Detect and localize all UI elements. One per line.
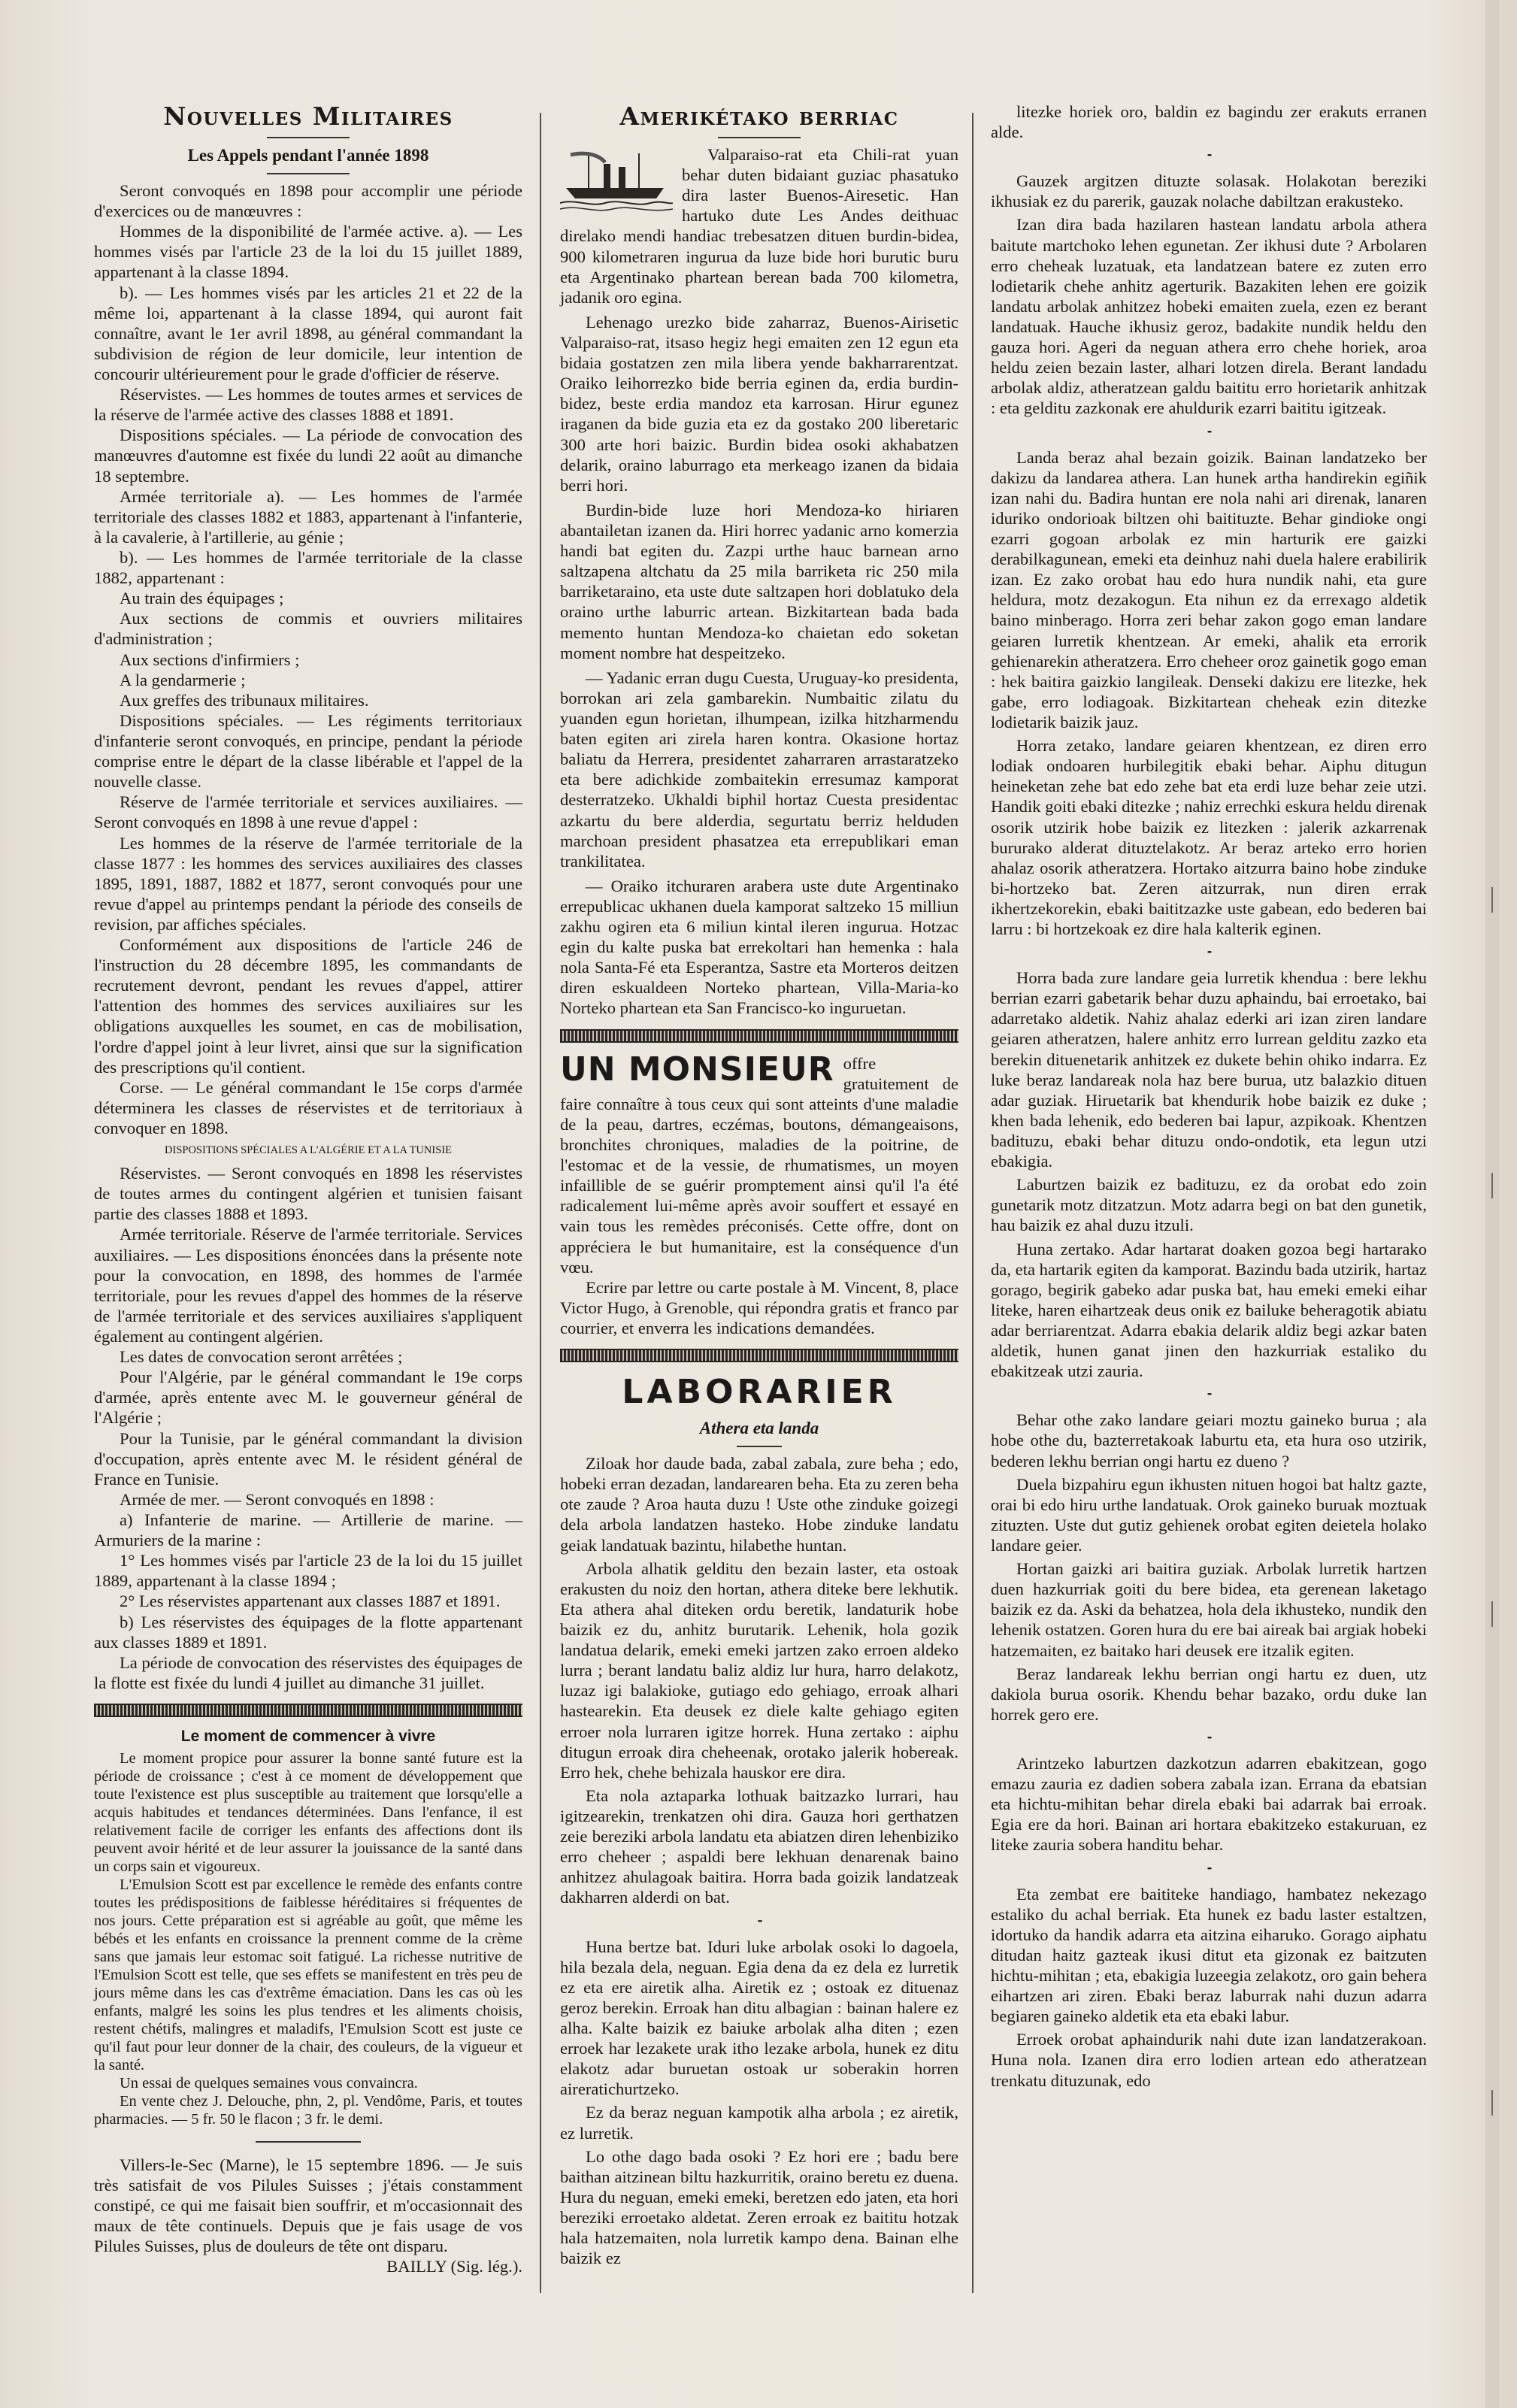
paragraph: Corse. — Le général commandant le 15e corps d'armée déterminera les classes de réservistes et de territoriaux à convoquer en 1898. xyxy=(94,1077,522,1138)
paragraph: Un essai de quelques semaines vous convaincra. xyxy=(120,2074,418,2091)
section-title: Nouvelles Militaires xyxy=(163,101,453,131)
paragraph: Arbola alhatik gelditu den bezain laster, eta ostoak erakusten du noiz den hortan, athera diteke bere lekhutik. Eta athera ahal diteken ordu beretik, landaturik hobe baizik ez du, anhitz burutarik. Lehenik, hola gozik landatua delarik, emeki emeki jartzen zako erroen aldeko lurra ; berant landatu baliz aldiz lur hura, harro delakotz, luzaz igi balakioke, gutiago edo gehiago, erroak alhari hastearekin. Eta deusek ez diele kalte gehiago egiten erroer nola lurraren igitze horrek. Huna zertako : aiphu ditugun erroak dira cheheenak, orotako jalerik hobereak. Erro hek, chehe behizala hauskor ere dira. xyxy=(560,1558,958,1782)
paragraph: Dispositions spéciales. — La période de convocation des manœuvres d'automne est fixée du lundi 22 août au dimanche 18 septembre. xyxy=(94,426,522,486)
title-rule xyxy=(267,137,350,138)
separator-band xyxy=(94,1704,522,1717)
paragraph: 1° Les hommes visés par l'article 23 de la loi du 15 juillet 1889, appartenant à la classe 1894 ; xyxy=(94,1551,522,1591)
paragraph: Dispositions spéciales. — Les régiments territoriaux d'infanterie seront convoqués, en principe, pendant la période comprise entre le départ de la classe libérable et l'appel de la nouvelle classe. xyxy=(94,710,522,792)
section-title-laborarier: LABORARIER xyxy=(622,1373,897,1412)
paragraph: litezke horiek oro, baldin ez bagindu zer erakuts erranen alde. xyxy=(991,102,1427,142)
article-body xyxy=(560,144,958,1019)
paragraph: L'Emulsion Scott est par excellence le remède des enfants contre toutes les prédispositions de faiblesse héréditaires si fréquentes de nos jours. Cette préparation est si agréable au goût, que même les bébés et les enfants en croissance la prennent comme de la crème sans que jamais leur estomac soit fatigué. La richesse nutritive de l'Emulsion Scott est telle, que ses effets se manifestent en très peu de jours même dans les cas d'extrême émaciation. Dans les cas où les enfants, malgré les soins les plus tendres et les aliments choisis, restent chétifs, malingres et maladifs, l'Emulsion Scott est juste ce qu'il faut pour leur donner de la chair, des couleurs, de la vigueur et la santé. xyxy=(94,1876,522,2073)
paragraph: Valparaiso-rat eta Chili-rat yuan behar duten bidaiant guziac phasatuko dira laster Buenos-Airesetic. Han hartuko dute Les Andes deithuac direlako mendi handiac trebesatzen dituen burdin-bidea, 900 kilometraren ingurua da luze bide hori burutic buru eta Argentinako phartean berean bada 700 kilometra, jadanik oro egina. xyxy=(560,145,958,307)
paragraph: Pour l'Algérie, par le général commandant le 19e corps d'armée, après entente avec M. le gouverneur général de l'Algérie ; xyxy=(94,1368,522,1428)
paragraph: Aux greffes des tribunaux militaires. xyxy=(120,690,369,710)
paragraph: Behar othe zako landare geiari moztu gaineko burua ; ala hobe othe du, bazterretakoak laburtu eta, eta hura oso utzirik, bederen lekhu berrian ongi hartu ez dueno ? xyxy=(991,1410,1427,1471)
paragraph: Burdin-bide luze hori Mendoza-ko hiriaren abantailetan izanen da. Hiri horrec yadanic arno komerzia handi bat egiten du. Zazpi urthe hauc barnean arno saltzapena altchatu da 25 mila barriketa ric 250 mila barriketaraino, eta uste dute saltzapen hori doblatuko dela oraino urthe laburric artean. Bizkitartean bada bada memento huntan Mendoza-ko chaietan edo soketan moment nombre hat despeitzeko. xyxy=(560,500,958,662)
paragraph: Réservistes. — Seront convoqués en 1898 les réservistes de toutes armes du contingent algérien et tunisien faisant partie des classes 1888 et 1893. xyxy=(94,1164,522,1224)
paragraph: La période de convocation des réservistes des équipages de la flotte est fixée du lundi 4 juillet au dimanche 31 juillet. xyxy=(94,1652,522,1692)
subtitle-rule xyxy=(267,173,350,174)
paragraph: Aux sections d'infirmiers ; xyxy=(120,650,300,669)
paragraph: Armée territoriale a). — Les hommes de l'armée territoriale des classes 1882 et 1883, appartenant à l'infanterie, à la cavalerie, à l'artillerie, au génie ; xyxy=(94,486,522,547)
separator-band xyxy=(560,1349,958,1362)
paragraph: Ez da beraz neguan kampotik alha arbola ; ez airetik, ez lurretik. xyxy=(560,2103,958,2143)
paragraph: Landa beraz ahal bezain goizik. Bainan landatzeko ber dakizu da landarea athera. Lan hunek artha handirekin egiñik izan nahi du. Badira huntan ere nola nahi ari direnak, lanaren iduriko ondorioak biltzen ohi baitituzte. Behar gindioke ongi ezarri gogoan arbolak ez min harturik ere gaizki derabilkagunean, emeki eta deinhuz nahi duela halere erabilirik izan. Ez zako orobat hau edo hura nundik nahi, eta gure heldura, motz dezakogun. Eta nihun ez da errexago aldetik baino minberago. Horra zeri behar zakon gogo eman landare geiaren lurretik khentzean. Ar emeki, ahalik eta errorik gehienarekin atheratzera. Erro cheheer oroz gainetik gogo eman : hek baitira gaizkio langileak. Denseki dakizu ere litezke, hek gabe, erro lodiagoak. Bizkitartean cheheak ezin ditezke lodietarik baizik jauz. xyxy=(991,447,1427,731)
section-stars: ••• xyxy=(1207,428,1211,437)
separator-band xyxy=(560,1029,958,1043)
paragraph: Arintzeko laburtzen dazkotzun adarren ebakitzean, gogo emazu zauria ez dadien sobera zabala izan. Errana da ebatsian eta hichtu-mihitan behar direla ebaki bai adarrak bai erroak. Egia ere da hori. Bainan ari hortara ebakitzeko estakuruan, ez liteke zauria sobera handitu behar. xyxy=(991,1753,1427,1855)
paragraph: Beraz landareak lekhu berrian ongi hartu ez duen, utz dakiola burua osorik. Khendu behar bazako, ordu duke lan horrek gero ere. xyxy=(991,1664,1427,1724)
paragraph: Eta nola aztaparka lothuak baitzazko lurrari, hau igitzearekin, trenkatzen ohi dira. Gauza hori gerthatzen zeie bereziki arbola landatu eta abiatzen diren lehenbiziko erro cheheer ; aspaldi bere lekhuan denarenak baino anhitzez ahulagoak baitira. Horra bada goizik landatzeak dakharren alderdi on bat. xyxy=(560,1786,958,1907)
ad-text: offre gratuitement de faire connaître à tous ceux qui sont atteints d'une maladie de la peau, dartres, eczémas, boutons, démangeaisons, bronchites chroniques, maladies de la poitrine, de l'estomac et de la vessie, de rhumatismes, un moyen infaillible de se guérir promptement ainsi qu'il l'a été radicalement lui-même après avoir souffert et essayé en vain tous les remèdes préconisés. Cette offre, dont on appréciera le but humanitaire, est la conséquence d'un vœu. xyxy=(560,1053,958,1277)
paragraph: A la gendarmerie ; xyxy=(120,670,246,689)
paragraph: Les dates de convocation seront arrêtées ; xyxy=(120,1347,403,1367)
subtitle-rule xyxy=(737,1446,782,1447)
paragraph: Ziloak hor daude bada, zabal zabala, zure beha ; edo, hobeki erran dezadan, landarearen beha. Eta zu zeren beha ote zaude ? Aroa hauta duzu ! Uste othe zinduke goizegi dela arbola landatzen hasteko. Hobe zinduke landatu geiak landatuak bazintu, hilabethe huntan. xyxy=(560,1454,958,1555)
article-body-continued xyxy=(94,1163,522,1693)
paragraph: Horra bada zure landare geia lurretik khendua : bere lekhu berrian ezarri gabetarik behar duzu aphaindu, bai erroetako, bai adarretako aldetik. Nahiz ahalaz ederki ari izan ziren landare geiaren atheratzen, halere anhitz erro lurrean gelditu zazko eta berekin dituenetarik anhitzek ez dukete behin ohiko indarra. Ez luke beraz landareak nola haz bere burua, utz balazkio dituen adar guziak. Hiruetarik bat khendurik hobe baizik ez duke ; khen bada lehenik, edo bederen bai lapur, azpikoak. Khentzen badituzu, ebaki behar dituzu ondo-ondotik, eta legun utzi ebakigia. xyxy=(991,968,1427,1171)
paragraph: 2° Les réservistes appartenant aux classes 1887 et 1891. xyxy=(120,1592,501,1611)
section-stars: ••• xyxy=(1207,949,1211,958)
paragraph: Duela bizpahiru egun ikhusten nituen hogoi bat haltz gazte, orai bi edo hiru urthe landatuak. Orok gaineko buruak moztuak zituzten. Uste dut gutiz gehienek orobat egiten deietela holako landare geier. xyxy=(991,1474,1427,1555)
binding-strip xyxy=(1485,0,1499,2408)
column-americas-news xyxy=(560,101,958,2271)
paragraph: Lehenago urezko bide zaharraz, Buenos-Airisetic Valparaiso-rat, itsaso hegiz hegi emaiten zen 12 egun eta bidaia gostatzen zen mila libera yende bakharrarentzat. Oraiko leihorrezko bide berria eginen da, erdia burdin-bidez, beste erdia mandoz eta karrosan. Hirur egunez iraganen da bide guzia eta ez da gostako 200 liberetaric 300 arte hori baizic. Burdin bidea osoki akhabatzen delarik, oraino laburrago eta merkeago izanen da bidaia berri hori. xyxy=(560,312,958,495)
paragraph: Erroek orobat aphaindurik nahi dute izan landatzerakoan. Huna nola. Izanen dira erro lodien artean edo atheratzean trenkatu dituzunak, edo xyxy=(991,2030,1427,2090)
paragraph: Eta zembat ere baititeke handiago, hambatez nekezago estaliko du achal berriak. Eta hunek ez badu laster estaltzen, idortuko da handik adarra eta aitzina eiharuko. Gorago aiphatu ditudan haitz gazteak ikusi ditut eta gizonak ez baitzuten hichtu-mihitan ; eta, ebakigia luzeegia zelakotz, oro gain behera eihartzen ari ziren. Ebaki beraz laburrak nahi duzun adarra begiaren gaineko aldetik eta eta ebaki labur. xyxy=(991,1884,1427,2026)
ad-headline: UN MONSIEUR xyxy=(560,1050,834,1089)
subsection-heading: DISPOSITIONS SPÉCIALES A L'ALGÉRIE ET A LA TUNISIE xyxy=(165,1144,452,1157)
paragraph: Réserve de l'armée territoriale et services auxiliaires. — Seront convoqués en 1898 à une revue d'appel : xyxy=(94,792,522,832)
paragraph: Gauzek argitzen dituzte solasak. Holakotan bereziki ikhusiak ez du parerik, gauzak nolache dabiltzan erakusteko. xyxy=(991,171,1427,211)
column-divider xyxy=(540,113,541,2293)
paragraph: b) Les réservistes des équipages de la flotte appartenant aux classes 1889 et 1891. xyxy=(94,1612,522,1652)
paragraph: Hommes de la disponibilité de l'armée active. a). — Les hommes visés par l'article 23 de la loi du 15 juillet 1889, appartenant à la classe 1894. xyxy=(94,222,522,282)
paragraph: Réservistes. — Les hommes de toutes armes et services de la réserve de l'armée active des classes 1888 et 1891. xyxy=(94,385,522,425)
article-body xyxy=(94,180,522,1138)
column-military-news xyxy=(94,101,522,2276)
ad-body xyxy=(94,1750,522,2129)
laborarier-body xyxy=(560,1453,958,2268)
paragraph: a) Infanterie de marine. — Artillerie de marine. — Armuriers de la marine : xyxy=(94,1510,522,1550)
paragraph: Horra zetako, landare geiaren khentzean, ez diren erro lodiak ondoaren hurbilegitik ebaki behar. Aiphu ditugun heineketan zehe bat edo zehe bat eta erdi luze behar zeie utzi. Handik goiti ebaki ditezke ; nahiz errechki eskura heldu direnak osorik utzirik hobe baizik ez litezken : jalerik azkarrenak bururako alderat dituztelakotz. Ar beraz arteko erro horien ahalaz osorik atheratzera. Hortako aitzurra baino hobe zinduke bi-hortzeko bat. Zeren aitzurrak, nun diren errak ikhertzekorekin, ebaki baititzazke uste gabean, edo bederen bai larru : bi hortzekoak ez dire hala kalterik eginen. xyxy=(991,736,1427,939)
column-divider xyxy=(972,113,973,2293)
paragraph: Au train des équipages ; xyxy=(120,589,284,608)
paragraph: Armée territoriale. Réserve de l'armée territoriale. Services auxiliaires. — Les dispositions énoncées dans la présente note pour la convocation, en 1898, des hommes de l'armée territoriale, pour les revues d'appel des hommes de la réserve de l'armée territoriale et des services auxiliaires s'appliquent également au contingent algérien. xyxy=(94,1225,522,1346)
steamship-illustration xyxy=(560,144,673,214)
paragraph: b). — Les hommes de l'armée territoriale de la classe 1882, appartenant : xyxy=(94,547,522,588)
testimonial-letter: Villers-le-Sec (Marne), le 15 septembre 1896. — Je suis très satisfait de vos Pilules Suisses ; j'étais constamment constipé, ce qui me faisait bien souffrir, et m'occasionnait des maux de tête continuels. Depuis que je fais usage de vos Pilules Suisses, plus de douleurs de tête ont disparu. xyxy=(94,2155,522,2256)
section-stars: ••• xyxy=(1207,1864,1211,1873)
paragraph: Conformément aux dispositions de l'article 246 de l'instruction du 28 décembre 1895, les commandants de recrutement devront, pendant les revues d'appel, attirer l'attention des hommes des services auxiliaires sur les obligations auxquelles les soumet, en cas de mobilisation, l'ordre d'appel joint à leur livret, ainsi que sur la signification des prescriptions qu'il contient. xyxy=(94,935,522,1077)
section-stars: ••• xyxy=(757,1917,762,1926)
article-subtitle: Les Appels pendant l'année 1898 xyxy=(187,146,429,165)
paragraph: Pour la Tunisie, par le général commandant la division d'occupation, après entente avec M. le résident général de France en Tunisie. xyxy=(94,1428,522,1489)
paragraph: Les hommes de la réserve de l'armée territoriale de la classe 1877 : les hommes des services auxiliaires des classes 1895, 1891, 1887, 1882 et 1877, seront convoqués pour une revue d'appel au printemps pendant la période des conseils de revision, par affiches spéciales. xyxy=(94,833,522,934)
ad-rule xyxy=(256,2141,361,2143)
paragraph: Huna bertze bat. Iduri luke arbolak osoki lo dagoela, hila bezala dela, neguan. Egia dena da ez dela ez lurretik ez eta ere airetik alha. Airetik ez ; ostoak ez dituenaz geroz berekin. Erroak han ditu albagian : bainan halere ez alha. Kalte baizik ez baiuke arbolak alha diten ; ezen erroek har lezakete urak itho lezake arbola, hunek ez ditu elakotz adar buruetan ostoak ur soberakin horren aireratichurtzeko. xyxy=(560,1937,958,2099)
paragraph: — Oraiko itchuraren arabera uste dute Argentinako errepublicac ukhanen duela kamporat saltzeko 15 milliun zakhu ogiren eta 6 miliun kintal ileren ingurua. Hotzac egin du kalte puska bat errekoltari han hemenka : hala nola Santa-Fé eta Esperantza, Sastre eta Morteros deitzen diren eskualdeen Norteko phartean, Villa-Maria-ko Norteko phartean eta San Francisco-ko inguruetan. xyxy=(560,876,958,1018)
article-body xyxy=(991,101,1427,2091)
article-subtitle: Athera eta landa xyxy=(699,1419,819,1438)
paragraph: Huna zertako. Adar hartarat doaken gozoa begi hartarako da, eta hartarik egiten da kamporat. Bazindu bada utzirik, hartaz gorago, begirik gabeko adar puska bat, hau emeki emeki eihar litekе, haren eihartzeak deus onik ez bailuke beheragotik abiatu adar berriarentzat. Adarra ebakia delarik aldiz begi azkar baten aldetik, hunen ganat jinen den hazkurriak estaliko du ebakitzeak utzi zauria. xyxy=(991,1239,1427,1381)
paragraph: — Yadanic erran dugu Cuesta, Uruguay-ko presidenta, borrokan ari zela gambarekin. Numbaitic zilatu du yuanden egun horietan, ilhumpean, izilka hitzharmendu baten egiten ari zirela haren kontra. Okasione hortaz baliatu da Herrera, presidentet zaharraren arrastaratzeko eta bere adichkide zombaitekin erresumaz kamporat desterratzeko. Ukhaldi biphil hortaz Cuesta presidentac azkartu du bere alderdia, segurtatu berriz helduden marchoan president phasatzea eta errepublikari eman trankilitatea. xyxy=(560,668,958,871)
section-stars: ••• xyxy=(1207,1734,1211,1743)
paragraph: En vente chez J. Delouche, phn, 2, pl. Vendôme, Paris, et toutes pharmacies. — 5 fr. 50 le flacon ; 3 fr. le demi. xyxy=(94,2092,522,2128)
paragraph: Aux sections de commis et ouvriers militaires d'administration ; xyxy=(94,609,522,649)
ad-title: Le moment de commencer à vivre xyxy=(180,1727,436,1745)
paragraph: Armée de mer. — Seront convoqués en 1898 : xyxy=(120,1489,435,1509)
column-laborarier-continued xyxy=(991,101,1427,2094)
section-stars: ••• xyxy=(1207,1391,1211,1400)
paragraph: Izan dira bada hazilaren hastean landatu arbola athera baitute martchoko lehen egunetan. Zer ikhusi dute ? Arbolaren erro cheheak luzatuak, eta landatzean batere ez zuten erro lodietarik chehe anhitz agerturik. Bazakiten lehen ere goizik landatu arbolak anhitzez hobeki emaiten zuela, ezen ez berant landatuak. Hauche ikhusiz geroz, badakite nundik heldu den gauza hori. Ageri da neguan athera erro chehe horiek, aroa heldu zeien bezain laster, alhari lotzen direla. Berant landadu arbolak aldiz, atheratzean galdu baititu erro horietarik anhitzak : eta gelditu zazkonak ere ahuldurik ezarri baititu igitzeak. xyxy=(991,215,1427,418)
section-stars: ••• xyxy=(1207,152,1211,161)
paragraph: Seront convoqués en 1898 pour accomplir une période d'exercices ou de manœuvres : xyxy=(94,181,522,221)
letter-signature: BAILLY (Sig. lég.). xyxy=(386,2257,522,2276)
paragraph: Laburtzen baizik ez badituzu, ez da orobat edo zoin gunetarik motz ditzatzun. Motz adarra begi on bat den gunetik, hau baizik ez ahal duzu itzuli. xyxy=(991,1175,1427,1235)
paragraph: Le moment propice pour assurer la bonne santé future est la période de croissance ; c'est à ce moment de développement que toute l'existence est plus susceptible au traitement que lorsqu'elle a acquis habitudes et tendances déterminées. Dans l'enfance, il est relativement facile de corriger les enfants des affections dont ils peuvent avoir hérité et de leur assurer la jouissance de la santé dans un corps sain et vigoureux. xyxy=(94,1749,522,1875)
monsieur-ad xyxy=(560,1050,958,1339)
section-title: Amerikétako berriac xyxy=(619,101,899,131)
paragraph: Lo othe dago bada osoki ? Ez hori ere ; badu bere baithan aitzinean biltu hazkurritik, oraino beretu ez duena. Hura du neguan, emeki emeki, beretzen edo jaten, eta hori bereziki erroetako aldetat. Zeren erroak ez baititu hotzak hala hatzemaiten, nola lurretik kampo dena. Bainan elhe baizik ez xyxy=(560,2146,958,2268)
ad-contact: Ecrire par lettre ou carte postale à M. Vincent, 8, place Victor Hugo, à Grenoble, qui répondra gratis et franco par courrier, et enverra les indications demandées. xyxy=(560,1277,958,1338)
paragraph: Hortan gaizki ari baitira guziak. Arbolak lurretik hartzen duen hazkurriak goiti du bere bidea, eta gerenean laketago baizik ez da. Aski da behatzea, hola dela ikhusteko, nundik den lehenik ostatzen. Goren hura du ere bai aireak bai argiak hobeki hatzemaiten, ez baitako hari deusek ere itzalik egiten. xyxy=(991,1559,1427,1660)
paragraph: b). — Les hommes visés par les articles 21 et 22 de la même loi, appartenant à la classe 1894, qui auront fait connaître, avant le 1er avril 1898, au général commandant la subdivision de région de leur domicile, leur intention de concourir ultérieurement pour le grade d'officier de réserve. xyxy=(94,283,522,383)
title-rule xyxy=(718,137,801,138)
